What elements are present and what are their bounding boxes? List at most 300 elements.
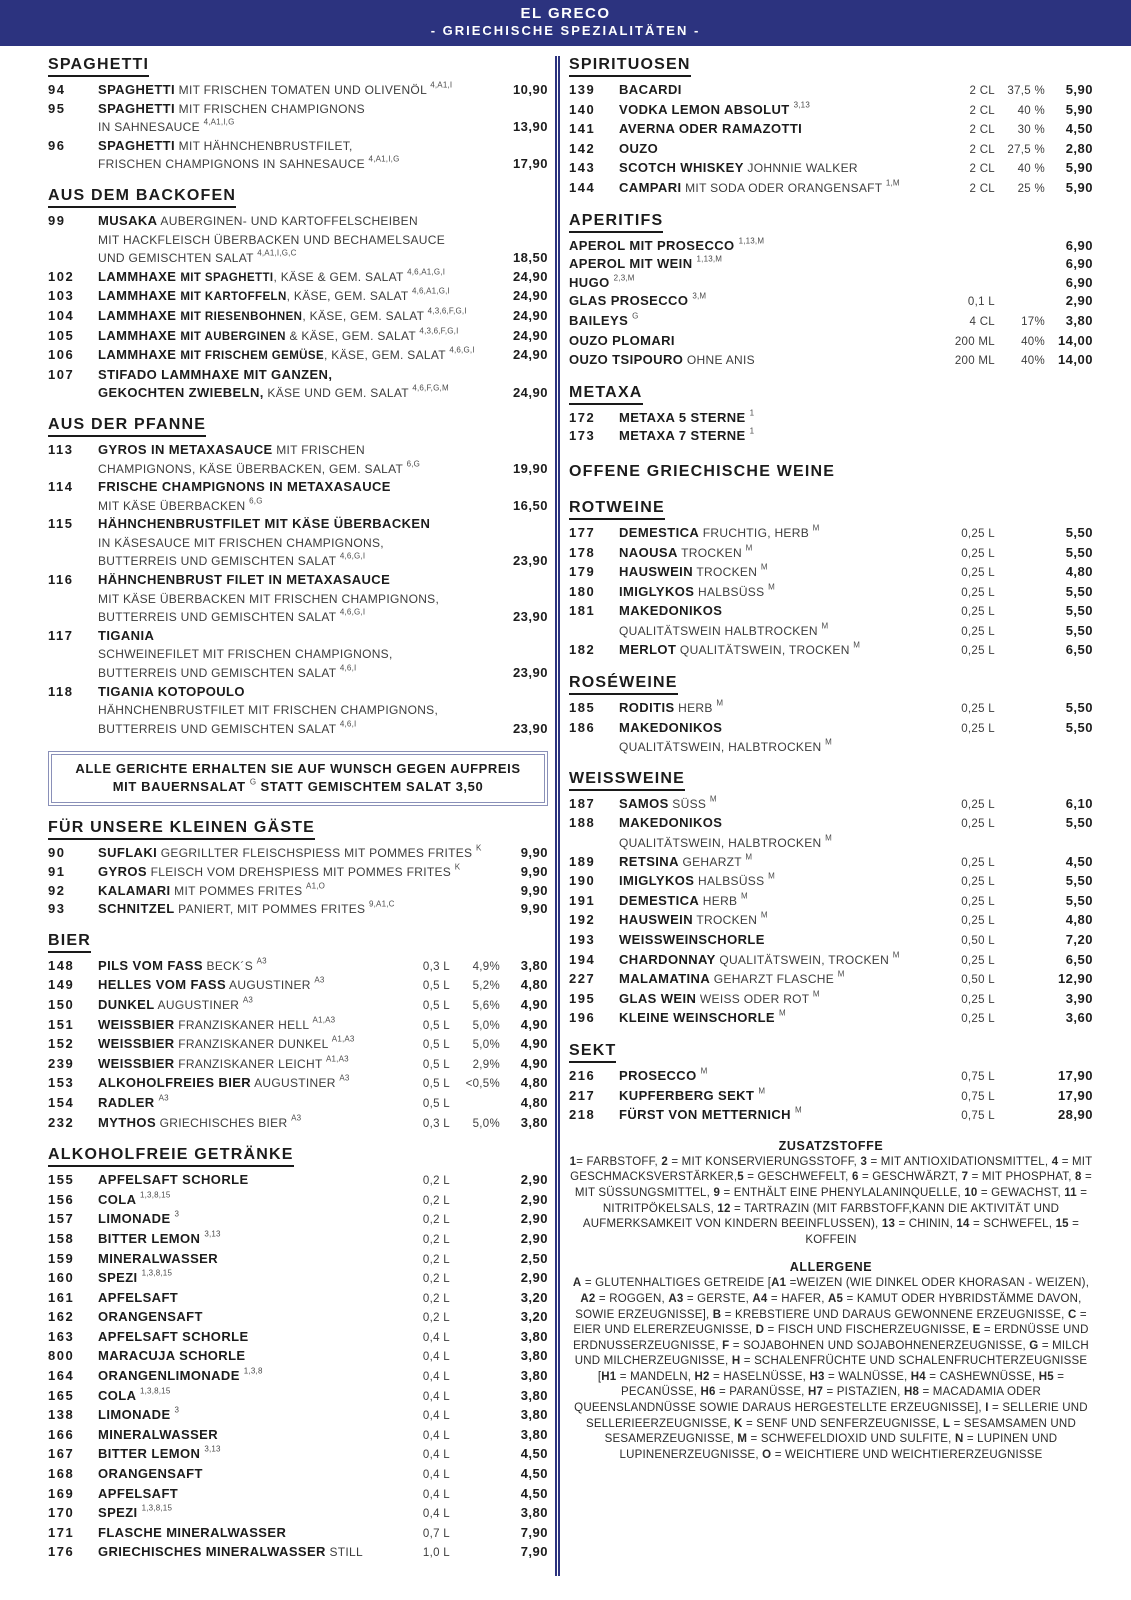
header-bar [0,0,1131,46]
item-number: 195 [569,990,596,1006]
item-text [619,159,937,178]
legend-code: 1 [569,1155,577,1168]
item-text [98,268,500,288]
item-size: 0,5 L [422,999,450,1012]
item-text [98,1524,392,1543]
item-size: 0,75 L [961,1090,995,1103]
item-description: AUBERGINEN- UND KARTOFFELSCHEIBEN [157,213,418,228]
item-price: 4,50 [520,1485,548,1501]
item-size: 0,4 L [422,1449,450,1462]
menu-item [569,101,1093,121]
menu-item [48,1289,548,1309]
allergen-ref: 1,M [885,178,900,188]
item-description: QUALITÄTSWEIN, TROCKEN [715,952,893,967]
menu-item-line [48,478,548,497]
allergen-ref: 6,G [406,459,421,469]
menu-item [569,719,1093,757]
item-number: 102 [48,268,75,284]
item-number: 196 [569,1010,596,1026]
item-description: GEHARZT FLASCHE [710,972,838,987]
item-price: 5,50 [1065,719,1093,735]
menu-item-line [48,118,548,137]
item-price: 6,90 [1065,256,1093,272]
item-description: HERB [699,893,741,908]
item-name: KLEINE WEINSCHORLE [619,1010,779,1026]
legend-text: = GERSTE, [683,1292,753,1305]
item-name: SUFLAKI [98,845,158,861]
item-text [98,976,392,995]
item-number: 239 [48,1055,75,1071]
allergen-ref: 9,A1,C [368,899,395,909]
item-size: 0,25 L [961,818,995,831]
legend-text: = SELLERIE UND SELLERIEERZEUGNISSE, [586,1402,1088,1430]
menu-item [569,872,1093,892]
item-description: BECK´S [202,958,257,973]
item-name: BACARDI [619,82,682,97]
item-size: 0,3 L [422,1117,450,1130]
item-text [619,795,937,814]
item-price: 3,80 [520,1426,548,1442]
item-name: FÜRST VON METTERNICH [619,1107,795,1123]
item-price: 3,80 [520,1328,548,1344]
item-price: 3,80 [520,1114,548,1130]
menu-item-line [569,931,1093,951]
legend-text: = LUPINEN UND LUPINENERZEUGNISSE, [619,1433,1058,1461]
item-description: KÄSE UND GEM. SALAT [263,386,413,401]
item-description: MIT FRISCHEN [272,442,365,457]
item-name: RETSINA [619,853,679,869]
item-size: 0,4 L [422,1351,450,1364]
item-number: 160 [48,1270,75,1286]
legend-text: = HASELNÜSSE, [709,1370,810,1383]
item-name: HAUSWEIN [619,912,693,928]
menu-item [569,641,1093,661]
item-abv: 37,5 % [1007,85,1045,97]
item-name: GEKOCHTEN ZWIEBELN, [98,385,264,401]
item-text [98,882,500,901]
item-text [98,100,548,119]
item-price: 5,50 [1065,873,1093,889]
item-text [98,1055,392,1074]
menu-item-line [48,1504,548,1524]
allergen-ref: 4,A1,I,G [203,117,235,127]
item-number: 157 [48,1211,75,1227]
allergen-ref: 6,G [249,496,263,506]
menu-item [569,1087,1093,1107]
item-name: COLA [98,1387,140,1403]
item-text [98,366,548,385]
legend-text: = MILCH UND MILCHERZEUGNISSE, [574,1339,1089,1368]
item-text [619,544,937,563]
item-name: BITTER LEMON [98,1446,205,1462]
item-price: 9,90 [520,882,548,898]
menu-item [48,976,548,996]
item-price: 17,90 [1057,1067,1093,1083]
menu-item [48,81,548,100]
allergen-ref: 1 [749,408,755,418]
legend-text: = KOFFEIN [805,1218,1080,1246]
restaurant-name: EL GRECO [520,5,611,22]
menu-item-line [48,1289,548,1309]
legend-text: = TARTRAZIN (MIT FARBSTOFF,KANN DIE AKTIVITÄT UND AUFMERKSAMKEIT VON KINDERN BEEINFLUSSEN), [582,1202,1060,1231]
menu-section [48,819,548,918]
item-name: CAMPARI [619,179,682,195]
item-size: 200 ML [954,335,995,348]
allergen-ref: M [716,698,724,708]
legend-text: = HAFER, [767,1292,829,1305]
menu-section [569,56,1093,199]
allergen-ref: 4,3,6,F,G,I [427,306,467,316]
item-price: 2,90 [1065,293,1093,309]
item-price: 6,90 [1065,274,1093,290]
legend-text: = MIT KONSERVIERUNGSSTOFF, [667,1155,861,1168]
item-size: 0,4 L [422,1331,450,1344]
item-text [619,719,937,738]
legend-text: = SOJABOHNEN UND SOJABOHNENERZEUGNISSE, [729,1339,1030,1352]
menu-section [569,459,1093,486]
legend-code: A3 [668,1292,684,1305]
item-text [98,1210,392,1229]
item-text [98,287,500,307]
item-size: 0,5 L [422,1078,450,1091]
item-name: DEMESTICA [619,892,700,908]
allergen-ref: 3,13 [204,1229,221,1239]
menu-item-line [569,1106,1093,1126]
item-name: MUSAKA [98,212,158,228]
item-text [98,1074,392,1093]
menu-item [569,255,1093,274]
item-abv: 5,0% [472,1039,500,1052]
item-text [619,427,1093,446]
item-number: 95 [48,100,66,116]
item-abv: 25 % [1017,182,1045,195]
item-name: LIMONADE [98,1407,175,1423]
item-description: AUGUSTINER [251,1076,340,1091]
legend-code: L [942,1417,951,1430]
menu-item-line [569,1087,1093,1107]
item-text [619,853,937,872]
item-name: WEISSBIER [98,1055,175,1071]
item-name: WEISSBIER [98,1016,175,1032]
item-price: 24,90 [512,307,548,323]
legend-text: = ENTHÄLT EINE PHENYLALANINQUELLE, [720,1186,965,1199]
item-text [619,81,937,100]
legend-code: 7 [961,1171,969,1184]
menu-item-line [48,1543,548,1563]
menu-item [48,441,548,478]
item-size: 0,2 L [422,1194,450,1207]
menu-item-line [48,249,548,268]
footnote-text [569,1276,1093,1463]
menu-item [48,1210,548,1230]
item-size: 2 CL [969,85,995,97]
item-number: 154 [48,1094,75,1110]
item-name: STIFADO LAMMHAXE MIT GANZEN, [98,366,333,382]
menu-item-line [48,231,548,250]
menu-item [569,237,1093,256]
item-name: MIT BAUERNSALAT [112,779,250,795]
allergen-ref: A1,A3 [326,1054,349,1064]
item-name: DEMESTICA [619,524,700,540]
item-price: 4,90 [520,1055,548,1071]
legend-code: 11 [1064,1186,1077,1199]
legend-code: H5 [1038,1370,1054,1383]
item-description: TROCKEN [692,913,761,928]
menu-item-line [569,81,1093,101]
item-price: 9,90 [520,901,548,917]
legend-code: N [954,1433,964,1446]
menu-item-line [569,872,1093,892]
item-description: FRANZISKANER HELL [174,1017,313,1032]
item-text [98,1191,392,1210]
menu-item [48,1055,548,1075]
item-text [98,844,500,863]
allergen-ref: M [837,969,845,979]
item-size: 2 CL [969,124,995,137]
item-text [619,622,937,641]
item-text [98,155,500,174]
item-description: MIT FRISCHEN TOMATEN UND OLIVENÖL [175,83,431,97]
item-size: 0,50 L [961,974,995,987]
item-name: ORANGENLIMONADE [98,1368,244,1384]
menu-item-line [48,552,548,571]
item-size: 0,25 L [961,722,995,735]
menu-item-line [48,1114,548,1134]
item-number: 99 [48,212,66,228]
menu-item-line [48,1445,548,1465]
item-size: 0,25 L [961,876,995,889]
menu-item [569,1067,1093,1087]
menu-item [48,1230,548,1250]
item-number: 165 [48,1387,75,1403]
section-title: SPAGHETTI [48,56,149,77]
menu-item-line [48,996,548,1016]
allergen-ref: A3 [291,1113,302,1123]
section-title: SPIRITUOSEN [569,56,691,77]
menu-item-line [569,602,1093,622]
item-name: MINERALWASSER [98,1426,219,1442]
item-name: COLA [98,1191,140,1207]
menu-item [48,287,548,307]
menu-item [48,268,548,288]
menu-item-line [569,427,1093,446]
item-number: 143 [569,160,596,176]
legend-text: = MANDELN, [616,1370,695,1383]
item-text [98,249,500,268]
item-text [98,478,548,497]
menu-item-line [569,292,1093,312]
item-text [98,552,500,571]
item-abv: 5,6% [472,999,500,1012]
legend-text: = ROGGEN, [595,1292,669,1305]
menu-item-line [48,1094,548,1114]
allergen-ref: 4,6,A1,G,I [407,267,446,277]
item-description: HÄHNCHENBRUSTFILET MIT FRISCHEN CHAMPIGNONS, [98,703,439,718]
legend-code: 12 [717,1202,731,1215]
item-name: METAXA 5 STERNE [619,409,750,425]
item-number: 176 [48,1544,75,1560]
item-text [619,101,937,120]
menu-item-line [569,641,1093,661]
legend-text: = EIER UND ELERERZEUGNISSE, [573,1308,1087,1337]
menu-item [48,1406,548,1426]
item-text [619,563,937,582]
item-number: 93 [48,901,66,917]
allergen-ref: 4,A1,I,G [368,155,400,165]
menu-item-line [569,970,1093,990]
item-number: 116 [48,572,74,588]
item-number: 190 [569,873,596,889]
item-price: 24,90 [512,268,548,284]
item-price: 7,90 [520,1524,548,1540]
menu-item [48,137,548,174]
item-number: 159 [48,1250,75,1266]
item-text [98,384,500,403]
section-title: APERITIFS [569,212,663,233]
allergen-ref: 1,13,M [738,236,765,246]
menu-item [48,1524,548,1544]
item-subname: MIT AUBERGINEN [180,330,286,343]
section-title: FÜR UNSERE KLEINEN GÄSTE [48,819,315,840]
item-name: APFELSAFT [98,1485,179,1501]
item-name: LAMMHAXE [98,307,181,323]
item-text [619,179,937,198]
item-size: 2 CL [969,163,995,176]
legend-text: = MIT ANTIOXIDATIONSMITTEL, [867,1155,1052,1168]
item-price: 2,90 [520,1270,548,1286]
item-abv: 40% [1021,355,1045,368]
menu-item [48,1191,548,1211]
allergen-ref: M [760,562,768,572]
legend-code: 4 [1051,1155,1059,1168]
menu-item-line [48,81,548,100]
item-text [98,1171,392,1190]
item-text [98,1406,392,1425]
item-price: 17,90 [512,156,548,172]
item-number: 185 [569,700,596,716]
menu-item [48,366,548,403]
legend-code: H2 [694,1370,710,1383]
item-price: 28,90 [1057,1107,1093,1123]
item-price: 3,80 [520,1348,548,1364]
menu-item-line [48,1367,548,1387]
legend-code: I [985,1402,989,1415]
menu-item-line [569,699,1093,719]
menu-item-line [569,255,1093,274]
footnote-title: ZUSATZSTOFFE [778,1138,884,1153]
item-price: 5,50 [1065,622,1093,638]
menu-item [48,900,548,919]
item-price: 3,20 [520,1289,548,1305]
allergen-ref: 2,3,M [613,273,635,283]
item-text [619,1067,937,1086]
item-text [619,814,937,833]
legend-text: = WEICHTIERE UND WEICHTIERERZEUGNISSE [771,1448,1043,1461]
item-number: 118 [48,683,74,699]
item-price: 7,90 [520,1544,548,1560]
menu-item [569,602,1093,641]
item-size: 0,50 L [961,935,995,947]
item-name: OUZO [619,140,659,156]
item-number: 155 [48,1172,75,1188]
menu-columns [0,46,1131,1576]
section-title: OFFENE GRIECHISCHE WEINE [569,462,836,480]
menu-item [569,159,1093,179]
item-text [98,1465,392,1484]
item-text [98,497,500,516]
item-number: 166 [48,1426,75,1442]
item-price: 3,80 [520,1407,548,1423]
item-price: 24,90 [512,347,548,363]
item-number: 162 [48,1309,75,1325]
legend-code: A5 [828,1292,844,1305]
menu-item [569,911,1093,931]
item-name: CHARDONNAY [619,951,716,967]
item-size: 0,25 L [961,606,995,619]
menu-item-line [48,1230,548,1250]
item-number: 173 [569,428,596,444]
menu-section [48,416,548,739]
item-text [98,720,500,739]
footnote-title: ALLERGENE [789,1260,873,1275]
menu-item [48,1347,548,1367]
item-description: STILL [325,1545,363,1560]
item-text [98,1289,392,1308]
menu-item [569,853,1093,873]
item-description: MIT KÄSE ÜBERBACKEN MIT FRISCHEN CHAMPIGNONS, [98,591,440,606]
menu-item [48,307,548,327]
allergen-ref: M [825,833,833,843]
legend-text: = KREBSTIERE UND DARAUS GEWONNENE ERZEUGNISSE, [721,1308,1068,1321]
item-name: SPEZI [98,1270,142,1286]
item-text [569,292,937,311]
item-size: 2 CL [969,104,995,117]
item-text [98,1387,392,1406]
item-description: WEISS ODER ROT [696,991,813,1006]
item-size: 0,25 L [961,586,995,599]
item-number: 800 [48,1348,75,1364]
menu-item-line [48,1465,548,1485]
item-text [98,460,500,479]
menu-item [48,1504,548,1524]
item-name: GLAS PROSECCO [569,293,693,309]
item-description: & KÄSE, GEM. SALAT [285,328,420,343]
legend-code: A1 [771,1277,787,1290]
footnote-block [569,1139,1093,1249]
item-name: TIGANIA [98,627,155,643]
item-description: , KÄSE, GEM. SALAT [302,308,428,323]
item-text [619,738,1093,757]
menu-item [48,1035,548,1055]
allergen-ref: 4,6,G,I [339,607,366,617]
item-text [619,409,1093,428]
item-size: 0,4 L [422,1469,450,1482]
item-number: 193 [569,932,596,947]
item-text [98,627,548,646]
item-name: RODITIS [619,700,675,716]
allergen-ref: 1,3,8 [243,1366,263,1376]
item-name: STATT GEMISCHTEM SALAT 3,50 [256,779,484,795]
item-text [619,911,937,930]
menu-item [48,1465,548,1485]
menu-item-line [48,863,548,882]
menu-item [48,478,548,515]
menu-section [569,1042,1093,1126]
menu-item [48,1426,548,1446]
menu-section [48,56,548,174]
item-text [98,346,500,366]
allergen-ref: A1,O [306,881,326,891]
